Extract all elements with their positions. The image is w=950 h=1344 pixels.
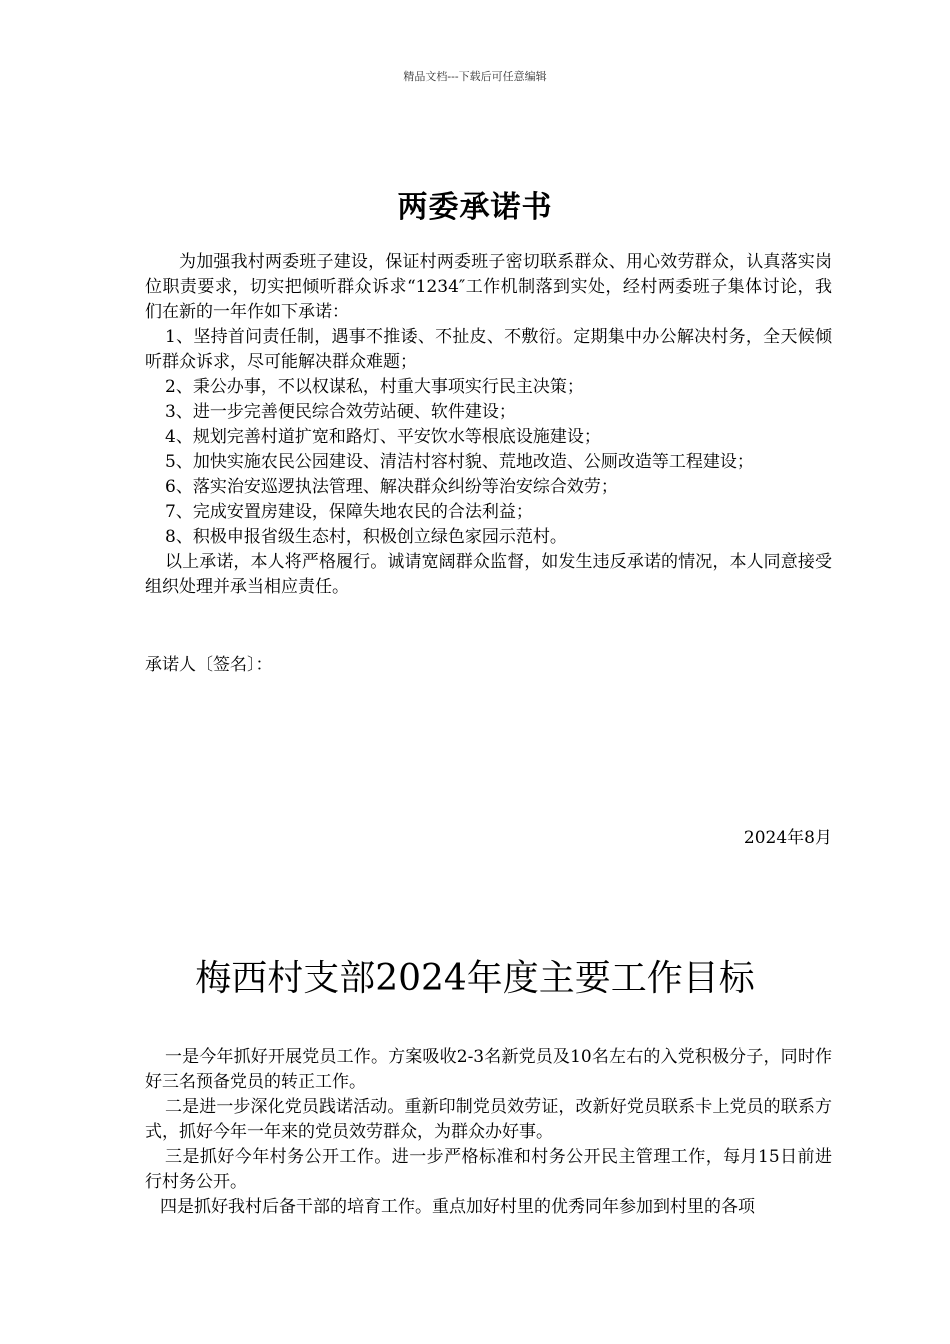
goal-paragraph: 四是抓好我村后备干部的培育工作。重点加好村里的优秀同年参加到村里的各项 xyxy=(160,1197,755,1217)
intro-paragraph: 为加强我村两委班子建设，保证村两委班子密切联系群众、用心效劳群众，认真落实岗位职责要求，切实把倾听群众诉求“1234″工作机制落到实处，经村两委班子集体讨论，我们在新的一年作如下承诺： xyxy=(145,252,832,322)
commitment-item: 5、加快实施农民公园建设、清洁村容村貌、荒地改造、公厕改造等工程建设； xyxy=(165,452,754,472)
commitment-item: 6、落实治安巡逻执法管理、解决群众纠纷等治安综合效劳； xyxy=(165,477,618,497)
goal-paragraph: 三是抓好今年村务公开工作。进一步严格标准和村务公开民主管理工作，每月15日前进行村务公开。 xyxy=(145,1147,832,1192)
commitment-item: 2、秉公办事，不以权谋私，村重大事项实行民主决策； xyxy=(165,377,584,397)
commitment-item: 8、积极申报省级生态村，积极创立绿色家园示范村。 xyxy=(165,527,567,547)
commitment-item: 3、进一步完善便民综合效劳站硬、软件建设； xyxy=(165,402,516,422)
commitment-body xyxy=(145,250,832,600)
document-title: 两委承诺书 xyxy=(397,190,553,225)
goal-paragraph: 二是进一步深化党员践诺活动。重新印制党员效劳证，改新好党员联系卡上党员的联系方式，抓好今年一年来的党员效劳群众，为群众办好事。 xyxy=(145,1097,832,1142)
commitment-item: 7、完成安置房建设，保障失地农民的合法利益； xyxy=(165,502,533,522)
commitment-item: 1、坚持首问责任制，遇事不推诿、不扯皮、不敷衍。定期集中办公解决村务，全天候倾听群众诉求，尽可能解决群众难题； xyxy=(145,327,832,372)
commitment-item: 4、规划完善村道扩宽和路灯、平安饮水等根底设施建设； xyxy=(165,427,601,447)
goal-paragraph: 一是今年抓好开展党员工作。方案吸收2-3名新党员及10名左右的入党积极分子，同时作好三名预备党员的转正工作。 xyxy=(145,1047,832,1092)
goals-body xyxy=(145,1045,832,1220)
page-header: 精品文档---下载后可任意编辑 xyxy=(403,70,547,83)
signature-label: 承诺人〔签名〕： xyxy=(145,655,273,675)
closing-paragraph: 以上承诺，本人将严格履行。诚请宽阔群众监督，如发生违反承诺的情况，本人同意接受组织处理并承当相应责任。 xyxy=(145,552,832,597)
date-text: 2024年8月 xyxy=(743,828,832,848)
section-title: 梅西村支部2024年度主要工作目标 xyxy=(195,958,755,999)
